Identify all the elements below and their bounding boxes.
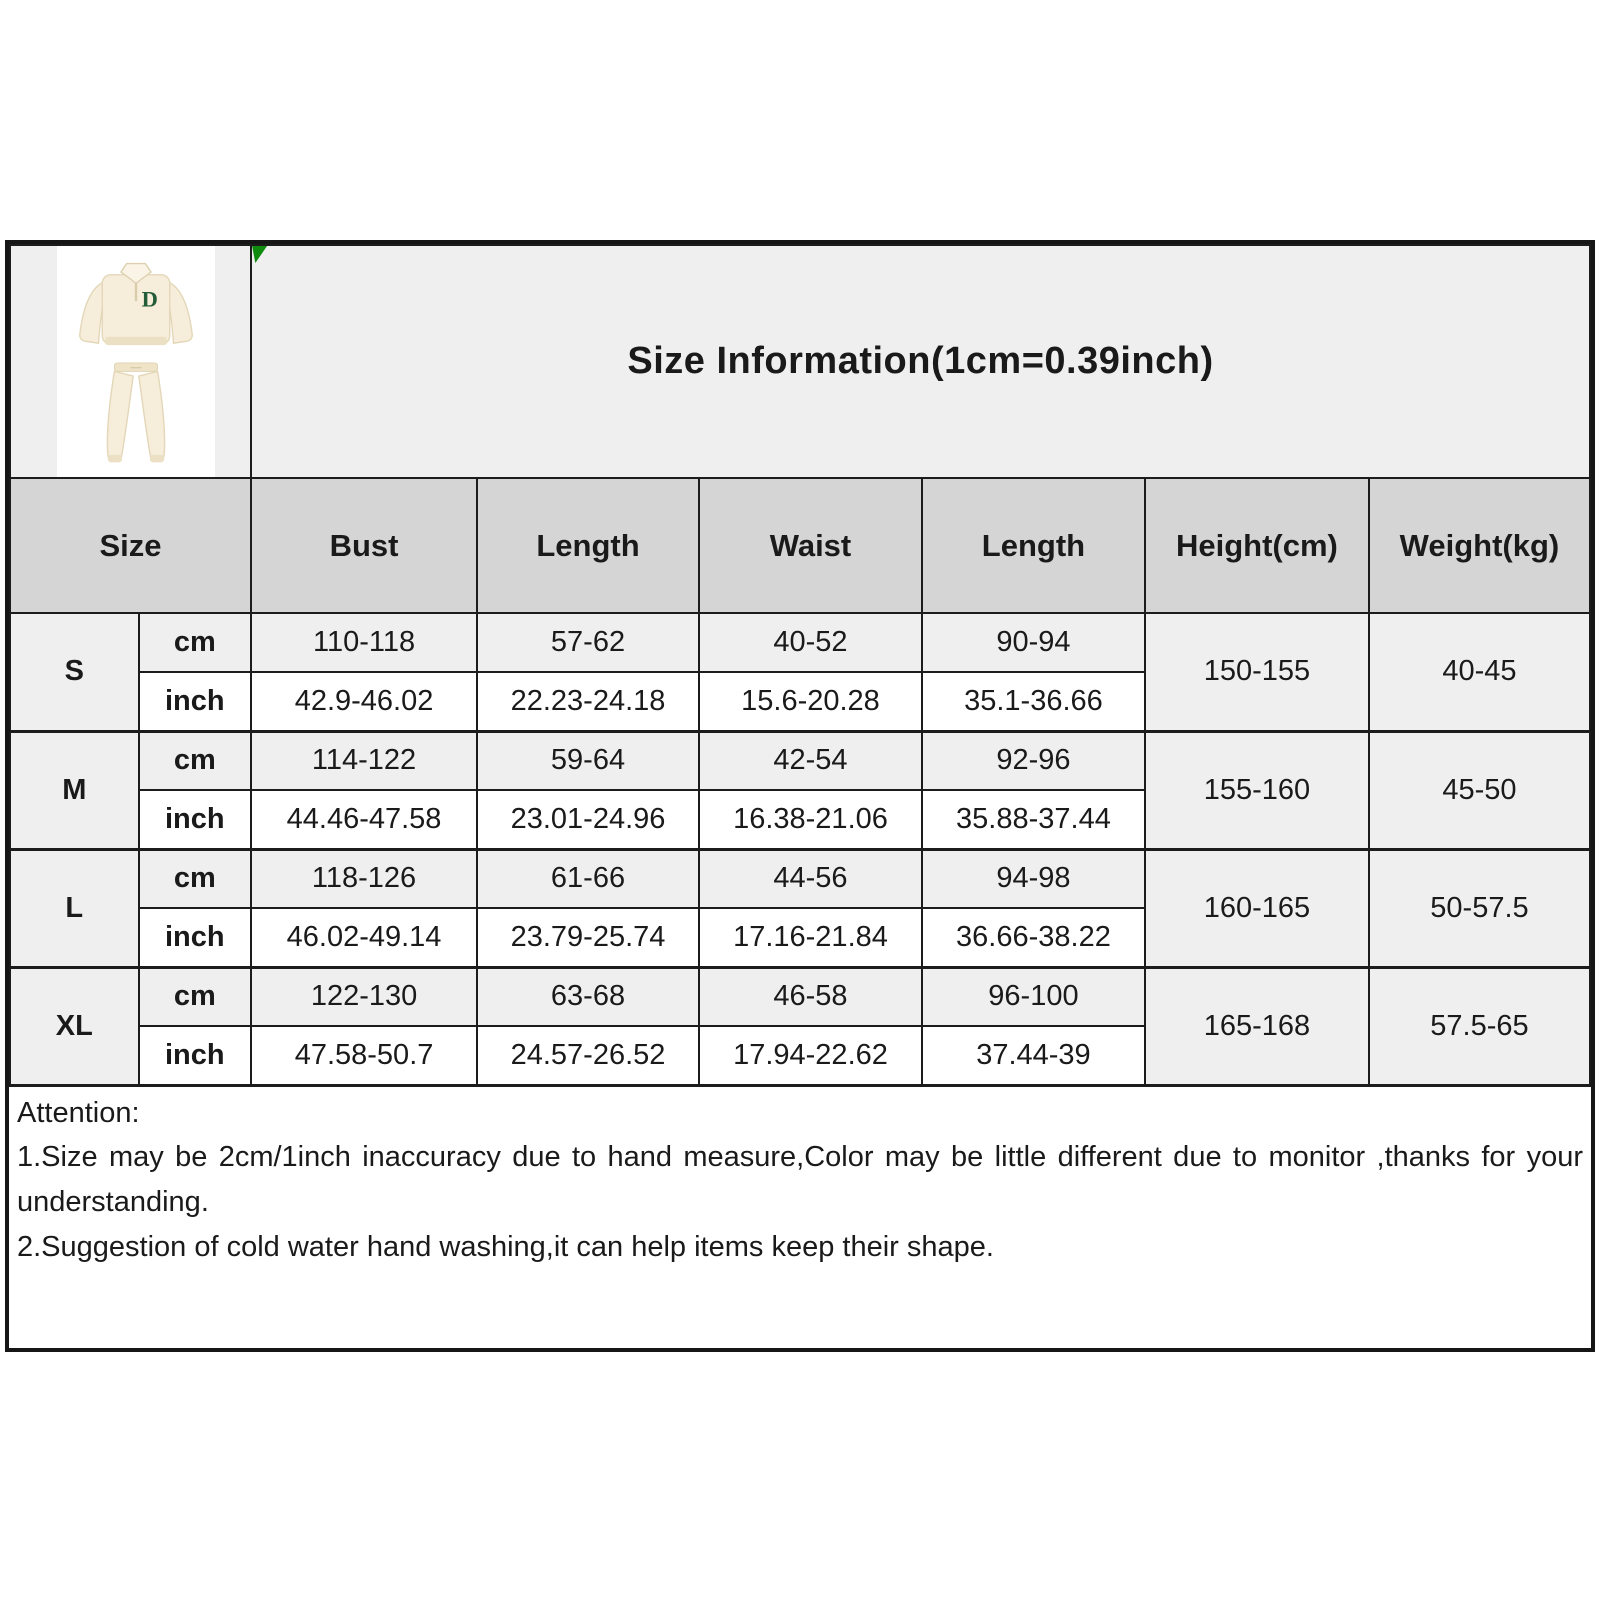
- col-header-weight: Weight(kg): [1369, 478, 1590, 613]
- product-image-cell: [10, 245, 251, 478]
- cell-length2-inch: 35.1-36.66: [922, 672, 1145, 731]
- cell-waist-cm: 42-54: [699, 731, 922, 790]
- cell-length2-inch: 37.44-39: [922, 1026, 1145, 1085]
- cell-bust-cm: 110-118: [251, 613, 477, 672]
- attention-note-2: 2.Suggestion of cold water hand washing,it can help items keep their shape.: [17, 1231, 994, 1264]
- cell-waist-inch: 17.94-22.62: [699, 1026, 922, 1085]
- attention-note-1: 1.Size may be 2cm/1inch inaccuracy due to hand measure,Color may be little different due to monitor ,thanks for your understanding.: [17, 1141, 1583, 1219]
- cell-length1-cm: 59-64: [477, 731, 699, 790]
- cell-waist-inch: 16.38-21.06: [699, 790, 922, 849]
- pants-right-cuff: [150, 454, 164, 462]
- cell-height: 150-155: [1145, 613, 1369, 731]
- cell-waist-inch: 17.16-21.84: [699, 908, 922, 967]
- col-header-height: Height(cm): [1145, 478, 1369, 613]
- col-header-length1: Length: [477, 478, 699, 613]
- size-label-l: L: [10, 849, 139, 967]
- pants-left-leg: [107, 371, 133, 459]
- unit-label: inch: [139, 908, 251, 967]
- cell-length1-inch: 23.01-24.96: [477, 790, 699, 849]
- cell-waist-cm: 40-52: [699, 613, 922, 672]
- unit-label: cm: [139, 731, 251, 790]
- size-table: [9, 244, 1591, 1087]
- letter-d-patch: D: [141, 286, 158, 312]
- cell-length2-inch: 35.88-37.44: [922, 790, 1145, 849]
- cell-length1-cm: 63-68: [477, 967, 699, 1026]
- row-m-cm: [10, 731, 1590, 790]
- title-row: [10, 245, 1590, 478]
- size-chart-sheet: [5, 240, 1595, 1352]
- pants-right-leg: [139, 371, 165, 459]
- green-corner-flag-icon: [252, 246, 267, 263]
- cell-length2-cm: 92-96: [922, 731, 1145, 790]
- cell-waist-inch: 15.6-20.28: [699, 672, 922, 731]
- cell-length1-inch: 22.23-24.18: [477, 672, 699, 731]
- unit-label: inch: [139, 672, 251, 731]
- unit-label: cm: [139, 849, 251, 908]
- cell-length1-cm: 57-62: [477, 613, 699, 672]
- cell-height: 155-160: [1145, 731, 1369, 849]
- cell-weight: 57.5-65: [1369, 967, 1590, 1085]
- cell-length1-cm: 61-66: [477, 849, 699, 908]
- cell-waist-cm: 44-56: [699, 849, 922, 908]
- cell-height: 160-165: [1145, 849, 1369, 967]
- cell-length1-inch: 23.79-25.74: [477, 908, 699, 967]
- attention-heading: Attention:: [17, 1096, 140, 1129]
- product-image: [57, 246, 215, 477]
- unit-label: inch: [139, 790, 251, 849]
- cell-bust-inch: 46.02-49.14: [251, 908, 477, 967]
- unit-label: cm: [139, 967, 251, 1026]
- cell-length2-inch: 36.66-38.22: [922, 908, 1145, 967]
- col-header-size: Size: [10, 478, 251, 613]
- cell-bust-cm: 114-122: [251, 731, 477, 790]
- cell-length1-inch: 24.57-26.52: [477, 1026, 699, 1085]
- title-cell: [251, 245, 1590, 478]
- attention-section: [9, 1087, 1591, 1271]
- size-label-m: M: [10, 731, 139, 849]
- sweatshirt-hem: [105, 336, 167, 344]
- cell-bust-cm: 118-126: [251, 849, 477, 908]
- cell-bust-inch: 44.46-47.58: [251, 790, 477, 849]
- row-xl-cm: [10, 967, 1590, 1026]
- row-l-cm: [10, 849, 1590, 908]
- page-title: Size Information(1cm=0.39inch): [627, 340, 1214, 382]
- cell-length2-cm: 96-100: [922, 967, 1145, 1026]
- col-header-waist: Waist: [699, 478, 922, 613]
- header-row: [10, 478, 1590, 613]
- cell-waist-cm: 46-58: [699, 967, 922, 1026]
- unit-label: inch: [139, 1026, 251, 1085]
- cell-weight: 45-50: [1369, 731, 1590, 849]
- col-header-bust: Bust: [251, 478, 477, 613]
- cell-weight: 50-57.5: [1369, 849, 1590, 967]
- cell-bust-inch: 47.58-50.7: [251, 1026, 477, 1085]
- cell-length2-cm: 94-98: [922, 849, 1145, 908]
- cell-bust-cm: 122-130: [251, 967, 477, 1026]
- cell-weight: 40-45: [1369, 613, 1590, 731]
- pants-left-cuff: [108, 454, 122, 462]
- cell-length2-cm: 90-94: [922, 613, 1145, 672]
- size-label-s: S: [10, 613, 139, 731]
- row-s-cm: [10, 613, 1590, 672]
- cell-height: 165-168: [1145, 967, 1369, 1085]
- outfit-illustration: [61, 249, 211, 475]
- size-label-xl: XL: [10, 967, 139, 1085]
- unit-label: cm: [139, 613, 251, 672]
- col-header-length2: Length: [922, 478, 1145, 613]
- cell-bust-inch: 42.9-46.02: [251, 672, 477, 731]
